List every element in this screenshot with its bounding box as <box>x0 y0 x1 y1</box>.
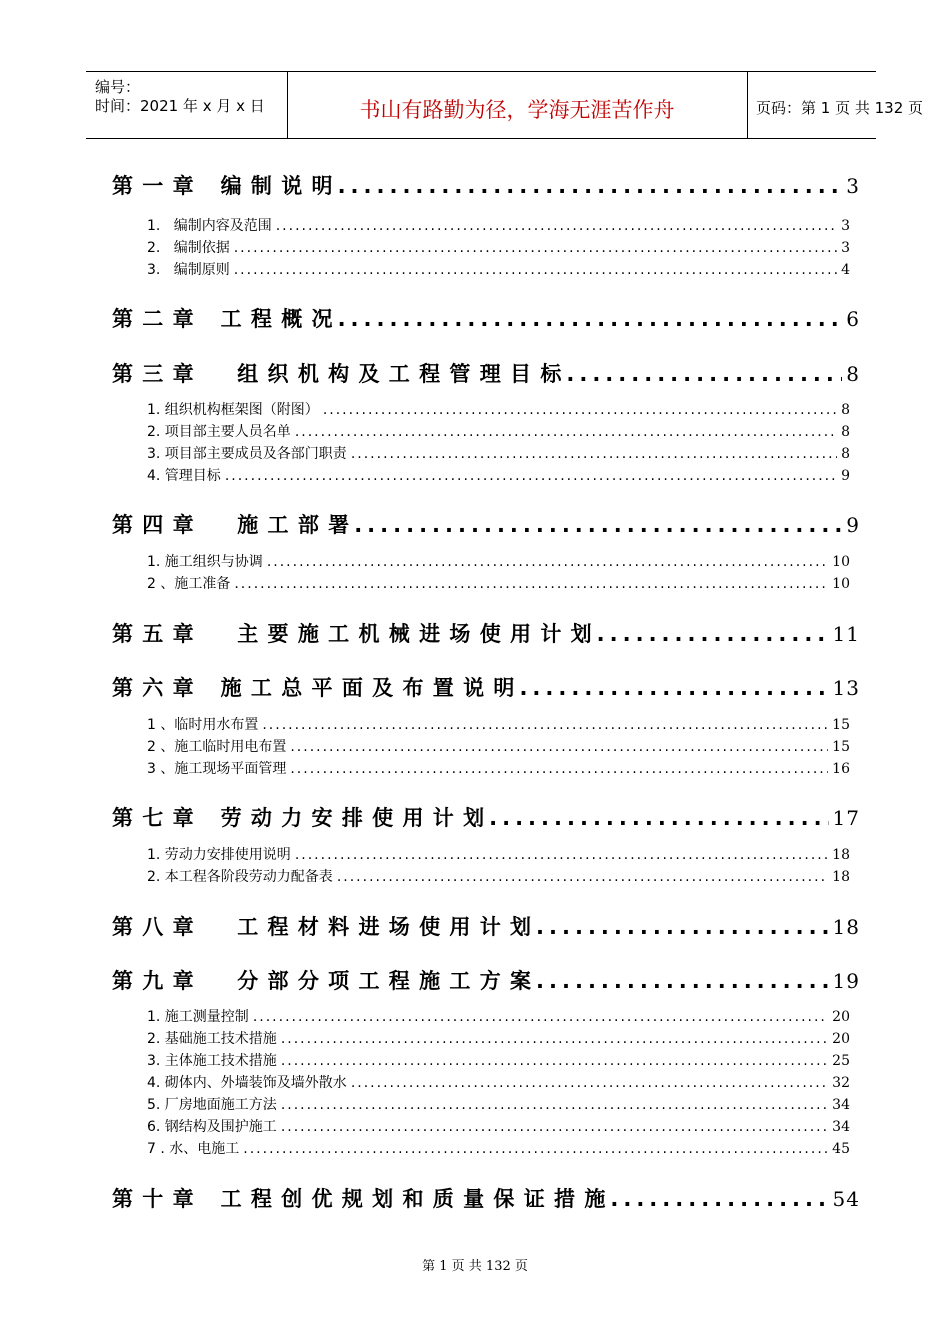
toc-section-title: 3 、施工现场平面管理 <box>147 761 287 777</box>
toc-dot-leader <box>337 869 828 885</box>
toc-section-title: 1 、临时用水布置 <box>147 717 259 733</box>
toc-dot-leader <box>354 513 842 537</box>
toc-page-number: 34 <box>832 1097 850 1113</box>
toc-page-number: 9 <box>841 468 850 484</box>
toc-page-number: 25 <box>832 1053 850 1069</box>
header-motto: 书山有路勤为径，学海无涯苦作舟 <box>359 98 675 122</box>
toc-section-row[interactable] <box>112 866 850 886</box>
toc-section-title: 2. 本工程各阶段劳动力配备表 <box>147 869 333 885</box>
toc-chapter-number: 第 六 章 <box>112 676 195 700</box>
toc-section-title: 3. 编制原则 <box>147 262 230 278</box>
toc-chapter-name: 工 程 材 料 进 场 使 用 计 划 <box>220 915 533 939</box>
toc-page-number: 3 <box>841 240 850 256</box>
toc-section-title: 3. 项目部主要成员及各部门职责 <box>147 446 347 462</box>
toc-section-title: 7 . 水、电施工 <box>147 1141 240 1157</box>
toc-chapter-title <box>112 965 532 995</box>
toc-chapter-number: 第 五 章 <box>112 622 195 646</box>
toc-chapter-row[interactable] <box>112 303 860 333</box>
toc-section-row[interactable] <box>112 1006 850 1026</box>
toc-dot-leader <box>338 174 843 198</box>
toc-chapter-title <box>112 911 532 941</box>
toc-chapter-name: 劳 动 力 安 排 使 用 计 划 <box>220 806 486 830</box>
toc-page-number: 45 <box>832 1141 850 1157</box>
toc-page-number: 8 <box>846 362 860 386</box>
toc-section-row[interactable] <box>112 736 850 756</box>
toc-chapter-row[interactable] <box>112 965 860 995</box>
toc-section-title: 6. 钢结构及围护施工 <box>147 1119 277 1135</box>
toc-chapter-name: 主 要 施 工 机 械 进 场 使 用 计 划 <box>220 622 593 646</box>
toc-section-row[interactable] <box>112 1050 850 1070</box>
toc-dot-leader <box>281 1031 828 1047</box>
toc-section-row[interactable] <box>112 573 850 593</box>
toc-chapter-row[interactable] <box>112 911 860 941</box>
toc-page-number: 19 <box>832 969 860 993</box>
toc-page-number: 10 <box>832 554 850 570</box>
toc-chapter-row[interactable] <box>112 1183 860 1213</box>
toc-page-number: 6 <box>846 307 860 331</box>
toc-dot-leader <box>234 262 837 278</box>
toc-chapter-number: 第 七 章 <box>112 806 195 830</box>
toc-dot-leader <box>267 554 828 570</box>
toc-section-row[interactable] <box>112 551 850 571</box>
toc-chapter-number: 第 一 章 <box>112 174 195 198</box>
toc-page-number: 34 <box>832 1119 850 1135</box>
toc-chapter-row[interactable] <box>112 618 860 648</box>
toc-chapter-name: 分 部 分 项 工 程 施 工 方 案 <box>220 969 533 993</box>
document-number-label: 编号： <box>95 78 141 96</box>
toc-page-number: 13 <box>832 676 860 700</box>
toc-page-number: 17 <box>832 806 860 830</box>
toc-dot-leader <box>338 307 843 331</box>
toc-dot-leader <box>610 1187 828 1211</box>
toc-section-title: 3. 主体施工技术措施 <box>147 1053 277 1069</box>
toc-section-title: 2. 项目部主要人员名单 <box>147 424 291 440</box>
toc-dot-leader <box>351 446 837 462</box>
toc-section-title: 1. 编制内容及范围 <box>147 218 272 234</box>
toc-section-title: 2. 基础施工技术措施 <box>147 1031 277 1047</box>
toc-chapter-title <box>112 1183 606 1213</box>
toc-chapter-name: 施 工 总 平 面 及 布 置 说 明 <box>220 676 516 700</box>
toc-section-row[interactable] <box>112 259 850 279</box>
toc-chapter-title <box>112 802 485 832</box>
toc-section-row[interactable] <box>112 443 850 463</box>
toc-chapter-title <box>112 303 334 333</box>
toc-section-title: 4. 管理目标 <box>147 468 221 484</box>
toc-dot-leader <box>243 1141 828 1157</box>
toc-dot-leader <box>281 1097 828 1113</box>
toc-dot-leader <box>281 1119 828 1135</box>
toc-dot-leader <box>536 969 829 993</box>
toc-chapter-row[interactable] <box>112 358 860 388</box>
toc-section-title: 5. 厂房地面施工方法 <box>147 1097 277 1113</box>
toc-section-title: 4. 砌体内、外墙装饰及墙外散水 <box>147 1075 347 1091</box>
toc-page-number: 15 <box>832 717 850 733</box>
toc-section-row[interactable] <box>112 1028 850 1048</box>
toc-section-row[interactable] <box>112 399 850 419</box>
toc-dot-leader <box>290 761 828 777</box>
toc-section-row[interactable] <box>112 1072 850 1092</box>
toc-chapter-number: 第 三 章 <box>112 362 195 386</box>
toc-chapter-row[interactable] <box>112 672 860 702</box>
toc-section-row[interactable] <box>112 465 850 485</box>
toc-chapter-number: 第 九 章 <box>112 969 195 993</box>
toc-page-number: 3 <box>846 174 860 198</box>
toc-section-row[interactable] <box>112 1094 850 1114</box>
toc-dot-leader <box>225 468 837 484</box>
toc-dot-leader <box>519 676 828 700</box>
toc-page-number: 20 <box>832 1031 850 1047</box>
toc-page-number: 11 <box>832 622 860 646</box>
toc-section-title: 2 、施工临时用电布置 <box>147 739 287 755</box>
toc-dot-leader <box>536 915 829 939</box>
toc-section-row[interactable] <box>112 215 850 235</box>
toc-section-title: 1. 组织机构框架图（附图） <box>147 402 319 418</box>
toc-chapter-row[interactable] <box>112 509 860 539</box>
toc-dot-leader <box>295 424 837 440</box>
toc-dot-leader <box>234 240 837 256</box>
toc-page-number: 8 <box>841 446 850 462</box>
toc-dot-leader <box>234 576 828 592</box>
header-motto-cell <box>287 72 748 138</box>
toc-chapter-title <box>112 358 562 388</box>
toc-page-number: 54 <box>832 1187 860 1211</box>
toc-page-number: 18 <box>832 869 850 885</box>
toc-section-row[interactable] <box>112 1116 850 1136</box>
toc-section-title: 1. 施工测量控制 <box>147 1009 249 1025</box>
toc-section-row[interactable] <box>112 758 850 778</box>
toc-chapter-number: 第 二 章 <box>112 307 195 331</box>
toc-chapter-number: 第 八 章 <box>112 915 195 939</box>
header-page-cell <box>747 72 924 138</box>
toc-chapter-row[interactable] <box>112 170 860 200</box>
header-meta-cell <box>86 72 288 138</box>
toc-chapter-name: 工 程 概 况 <box>220 307 334 331</box>
toc-chapter-name: 施 工 部 署 <box>220 513 351 537</box>
toc-dot-leader <box>295 847 828 863</box>
toc-section-title: 2 、施工准备 <box>147 576 231 592</box>
toc-chapter-title <box>112 618 593 648</box>
toc-dot-leader <box>351 1075 828 1091</box>
toc-chapter-number: 第 四 章 <box>112 513 195 537</box>
toc-page-number: 15 <box>832 739 850 755</box>
toc-chapter-title <box>112 672 515 702</box>
toc-page-number: 8 <box>841 402 850 418</box>
toc-chapter-number: 第 十 章 <box>112 1187 195 1211</box>
toc-dot-leader <box>276 218 837 234</box>
toc-dot-leader <box>290 739 828 755</box>
toc-dot-leader <box>281 1053 828 1069</box>
toc-dot-leader <box>566 362 842 386</box>
page-header <box>86 71 924 139</box>
toc-section-title: 1. 劳动力安排使用说明 <box>147 847 291 863</box>
toc-section-row[interactable] <box>112 714 850 734</box>
toc-page-number: 20 <box>832 1009 850 1025</box>
toc-page-number: 3 <box>841 218 850 234</box>
toc-chapter-title <box>112 509 350 539</box>
toc-section-row[interactable] <box>112 844 850 864</box>
toc-section-row[interactable] <box>112 421 850 441</box>
page-footer: 第 1 页 共 132 页 <box>422 1259 528 1274</box>
toc-chapter-name: 组 织 机 构 及 工 程 管 理 目 标 <box>220 362 563 386</box>
toc-chapter-row[interactable] <box>112 802 860 832</box>
toc-page-number: 8 <box>841 424 850 440</box>
toc-chapter-name: 工 程 创 优 规 划 和 质 量 保 证 措 施 <box>220 1187 607 1211</box>
toc-page-number: 4 <box>841 262 850 278</box>
toc-chapter-name: 编 制 说 明 <box>220 174 334 198</box>
document-date-label: 时间：2021 年 x 月 x 日 <box>95 97 265 115</box>
toc-dot-leader <box>489 806 828 830</box>
toc-page-number: 18 <box>832 915 860 939</box>
toc-page-number: 9 <box>846 513 860 537</box>
toc-chapter-title <box>112 170 334 200</box>
toc-dot-leader <box>597 622 829 646</box>
toc-dot-leader <box>323 402 837 418</box>
toc-section-title: 2. 编制依据 <box>147 240 230 256</box>
toc-dot-leader <box>262 717 828 733</box>
toc-section-row[interactable] <box>112 237 850 257</box>
toc-page-number: 16 <box>832 761 850 777</box>
toc-page-number: 18 <box>832 847 850 863</box>
toc-page-number: 10 <box>832 576 850 592</box>
toc-page-number: 32 <box>832 1075 850 1091</box>
toc-section-title: 1. 施工组织与协调 <box>147 554 263 570</box>
toc-dot-leader <box>253 1009 828 1025</box>
header-page-info: 页码：第 1 页 共 132 页 <box>756 99 924 117</box>
toc-section-row[interactable] <box>112 1138 850 1158</box>
